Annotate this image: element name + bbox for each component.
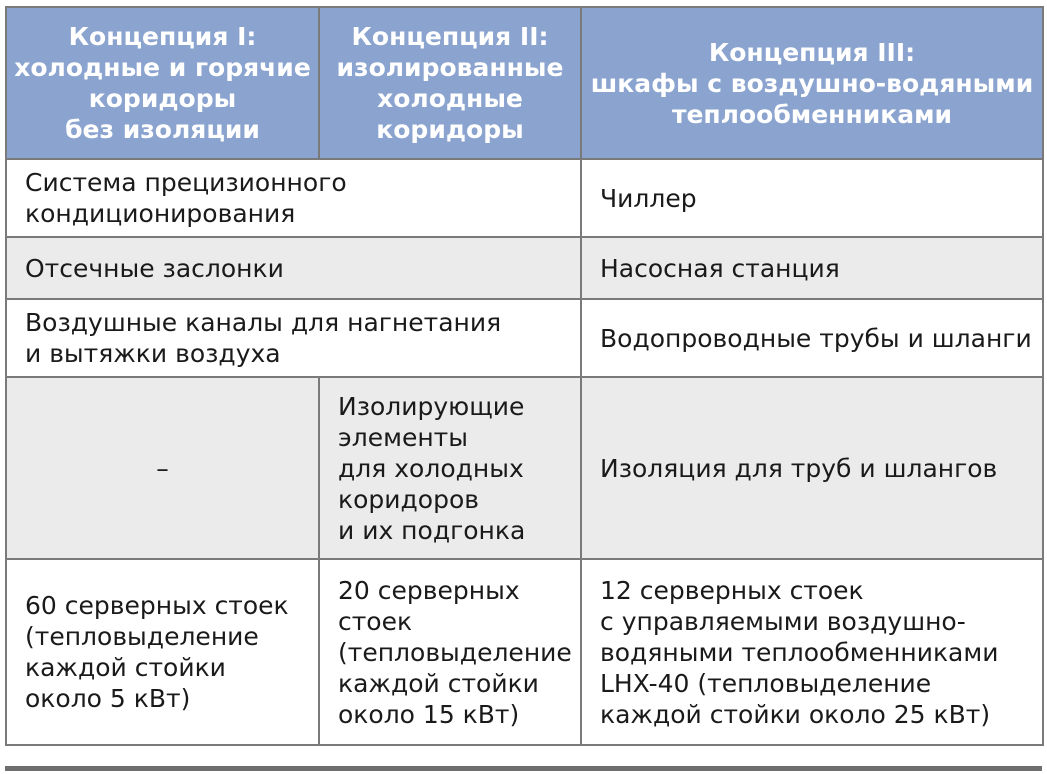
- cell-text: Отсечные заслонки: [25, 253, 284, 283]
- cell-racks-concept-3: [581, 559, 1043, 745]
- header-text: Концепция II:: [351, 22, 549, 51]
- header-text: без изоляции: [65, 115, 260, 144]
- header-text: Концепция I:: [68, 22, 257, 51]
- cell-text: 12 серверных стоек: [600, 575, 864, 605]
- cell-pipe-insulation: [581, 377, 1043, 559]
- cell-text: (тепловыделение: [25, 622, 259, 651]
- cell-text: Чиллер: [600, 183, 697, 213]
- cell-text: 20 серверных: [338, 575, 520, 605]
- cell-text: для холодных: [338, 453, 524, 483]
- header-text: коридоры: [376, 115, 524, 144]
- cell-text: около 15 кВт): [338, 699, 520, 729]
- cell-air-ducts: [6, 299, 581, 377]
- cell-racks-concept-2: [319, 559, 581, 745]
- cell-text: Воздушные каналы для нагнетания: [25, 308, 502, 337]
- table-row: [6, 237, 1043, 299]
- header-text: холодные и горячие: [14, 53, 311, 82]
- cell-text: элементы: [338, 422, 468, 452]
- cell-text: каждой стойки около 25 кВт): [600, 699, 991, 729]
- cell-text: стоек: [338, 606, 413, 636]
- header-text: теплообменниками: [671, 99, 953, 129]
- cell-chiller: [581, 159, 1043, 237]
- cell-text: и вытяжки воздуха: [25, 339, 281, 368]
- header-text: Концепция III:: [708, 37, 916, 67]
- table-row: [6, 559, 1043, 745]
- header-text: шкафы с воздушно-водяными: [590, 68, 1034, 98]
- header-text: изолированные: [336, 53, 564, 82]
- cell-text: коридоров: [338, 484, 479, 514]
- header-concept-1: [6, 7, 319, 159]
- cell-text: Насосная станция: [600, 253, 840, 283]
- cell-text: каждой стойки: [338, 668, 539, 698]
- cell-dash: [6, 377, 319, 559]
- header-concept-2: [319, 7, 581, 159]
- cooling-concepts-table: [5, 6, 1044, 746]
- table-row: [6, 377, 1043, 559]
- header-text: коридоры: [88, 84, 237, 113]
- header-concept-3: [581, 7, 1043, 159]
- table-row: [6, 159, 1043, 237]
- cell-pump-station: [581, 237, 1043, 299]
- cell-text: LHX-40 (тепловыделение: [600, 668, 932, 698]
- header-text: холодные: [377, 84, 523, 113]
- cell-text: Изоляция для труб и шлангов: [600, 453, 998, 483]
- table-row: [6, 299, 1043, 377]
- cell-racks-concept-1: [6, 559, 319, 745]
- cell-text: каждой стойки: [25, 653, 226, 682]
- bottom-rule: [5, 766, 1042, 771]
- cell-text: кондиционирования: [25, 199, 296, 228]
- cell-text: с управляемыми воздушно-: [600, 606, 966, 636]
- cell-text: (тепловыделение: [338, 637, 572, 667]
- cell-text: около 5 кВт): [25, 684, 191, 713]
- cell-air-conditioning: [6, 159, 581, 237]
- header-row: [6, 7, 1043, 159]
- cell-text: Изолирующие: [338, 391, 525, 421]
- cell-text: водяными теплообменниками: [600, 637, 999, 667]
- cell-dampers: [6, 237, 581, 299]
- cell-text: Система прецизионного: [25, 168, 347, 197]
- cell-water-pipes: [581, 299, 1043, 377]
- cell-text: Водопроводные трубы и шланги: [600, 323, 1032, 353]
- cell-text: 60 серверных стоек: [25, 591, 289, 620]
- cell-text: и их подгонка: [338, 515, 526, 545]
- cell-text: –: [156, 453, 169, 483]
- cell-insulating-elements: [319, 377, 581, 559]
